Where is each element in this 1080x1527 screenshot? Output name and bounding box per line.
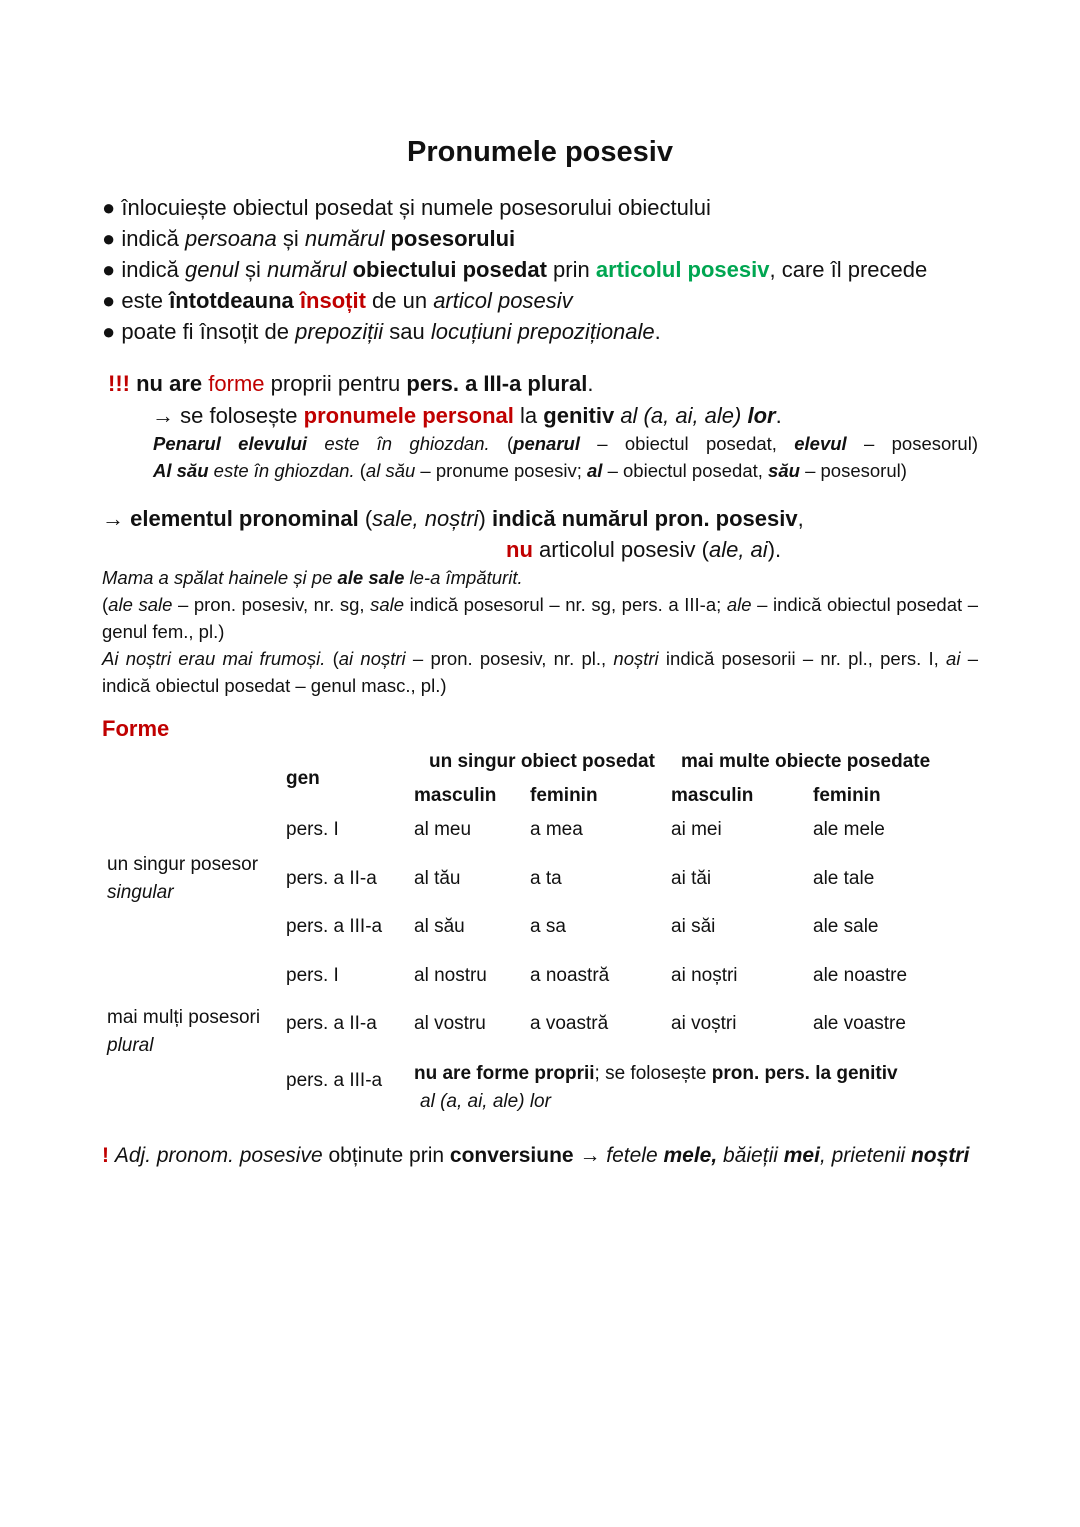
text-run: prepoziții — [295, 319, 384, 344]
text-run: – obiectul posedat, — [579, 433, 795, 454]
text-run: conversiune — [449, 1144, 574, 1167]
text-run: ( — [102, 594, 109, 615]
text-run: elevul — [794, 433, 847, 454]
warning-note — [108, 368, 782, 432]
table-cell: al tău — [414, 868, 461, 889]
text-run: ! — [102, 1144, 109, 1167]
row-person: pers. I — [286, 965, 339, 986]
table-cell: al nostru — [414, 965, 487, 986]
text-run: ● este — [102, 288, 170, 313]
text-run: ) — [478, 506, 492, 531]
text-run: Adj. pronom. posesive — [114, 1144, 323, 1167]
element-rule — [102, 503, 804, 534]
text-run: al său — [365, 460, 416, 481]
bullet-list — [102, 192, 927, 347]
text-run: ale — [726, 594, 752, 615]
text-run: numărul — [304, 226, 385, 251]
forms-heading: Forme — [102, 716, 170, 741]
text-run: nu — [506, 537, 533, 562]
text-run: Ai noștri erau mai frumoși. — [102, 648, 326, 669]
example-line — [153, 457, 978, 484]
table-cell: al vostru — [414, 1013, 486, 1034]
text-run: indică posesorul – nr. sg, pers. a III-a; — [404, 594, 727, 615]
text-run: ale, ai — [708, 537, 768, 562]
group-sublabel: plural — [107, 1035, 154, 1056]
text-run: articolul posesiv — [595, 257, 770, 282]
example-sentence-2 — [102, 645, 978, 699]
text-run: articol posesiv — [433, 288, 573, 313]
text-run: ● înlocuiește obiectul posedat și numele posesorului obiectului — [102, 195, 711, 220]
table-cell: a noastră — [530, 965, 610, 986]
table-cell: ale voastre — [813, 1013, 906, 1034]
text-run: – posesorul) — [799, 460, 907, 481]
text-run: întotdeauna — [169, 288, 294, 313]
text-run: ale sale — [337, 567, 405, 588]
text-run: . — [775, 403, 782, 428]
text-run: !!! — [108, 371, 130, 396]
text-run: penarul — [513, 433, 580, 454]
final-note — [102, 1142, 978, 1170]
text-run: ● indică — [102, 226, 185, 251]
text-run: Penarul elevului — [153, 433, 308, 454]
header-multiple-objects: mai multe obiecte posedate — [681, 751, 931, 772]
note-arrow-line — [108, 400, 782, 432]
table-cell: a sa — [530, 916, 566, 937]
text-run: – obiectul posedat, — [602, 460, 769, 481]
bullet-item — [102, 285, 927, 316]
text-run: pron. pers. la genitiv — [711, 1063, 898, 1084]
text-run: – pronume posesiv; — [415, 460, 588, 481]
text-run: mei — [783, 1144, 820, 1167]
text-run: , — [797, 506, 804, 531]
text-run: prin — [546, 257, 596, 282]
text-run: pers. a III-a plural — [406, 371, 588, 396]
text-run: este în ghiozdan. — [324, 433, 490, 454]
text-run: ; se folosește — [594, 1063, 712, 1084]
text-run: . — [587, 371, 594, 396]
text-run: noștri — [910, 1144, 970, 1167]
table-cell: ale mele — [813, 819, 885, 840]
text-run: → se folosește — [152, 403, 304, 428]
example-sentence — [102, 564, 978, 591]
table-cell: al său — [414, 916, 465, 937]
page-title: Pronumele posesiv — [407, 136, 673, 168]
text-run: – posesorul) — [846, 433, 978, 454]
header-gen: gen — [286, 768, 320, 789]
text-run: ( — [489, 433, 514, 454]
text-run: indică posesorii – nr. pl., pers. I, — [658, 648, 947, 669]
text-run: articolul posesiv ( — [532, 537, 709, 562]
table-cell: ai mei — [671, 819, 722, 840]
text-run — [307, 433, 324, 454]
text-run: sau — [383, 319, 431, 344]
text-run: lor — [747, 403, 776, 428]
text-run: numărul — [266, 257, 347, 282]
table-cell: a ta — [530, 868, 562, 889]
text-run: – indică obiectul posedat – genul fem., pl.) — [102, 594, 979, 642]
text-run: ). — [767, 537, 782, 562]
text-run: forme — [208, 371, 265, 396]
table-cell: al meu — [414, 819, 472, 840]
table-cell: ale noastre — [813, 965, 908, 986]
text-run: ai — [946, 648, 961, 669]
text-run: le-a împăturit. — [404, 567, 523, 588]
bullet-item — [102, 192, 927, 223]
text-run: mele, — [663, 1144, 718, 1167]
text-run: indică numărul pron. posesiv — [492, 506, 798, 531]
text-run: Mama a spălat hainele și pe — [102, 567, 338, 588]
text-run: , care îl precede — [769, 257, 928, 282]
text-run: și — [276, 226, 305, 251]
example-explanation — [102, 591, 978, 645]
text-run: de un — [365, 288, 434, 313]
table-cell: ale tale — [813, 868, 875, 889]
text-run: noștri — [613, 648, 659, 669]
text-run: ( — [358, 506, 373, 531]
group-label: un singur posesor — [107, 854, 259, 875]
row-person: pers. a III-a — [286, 1070, 383, 1091]
table-cell: ai săi — [671, 916, 716, 937]
text-run: însoțit — [299, 288, 366, 313]
row-person: pers. a III-a — [286, 916, 383, 937]
table-cell: ai tăi — [671, 868, 712, 889]
text-run: → — [573, 1144, 607, 1167]
text-run: este în ghiozdan. — [213, 460, 355, 481]
text-run: nu are — [136, 371, 203, 396]
text-run: obținute prin — [322, 1144, 450, 1167]
text-run: nu are forme proprii — [414, 1063, 595, 1084]
text-run: proprii pentru — [264, 371, 407, 396]
header-fem: feminin — [813, 785, 881, 806]
bullet-item — [102, 223, 927, 254]
text-run: pronumele personal — [303, 403, 514, 428]
text-run: genitiv — [543, 403, 615, 428]
text-run: locuțiuni prepoziționale — [430, 319, 655, 344]
text-run: persoana — [185, 226, 277, 251]
text-run: genul — [185, 257, 239, 282]
text-run: Al său — [153, 460, 209, 481]
row-person: pers. I — [286, 819, 339, 840]
text-run: – pron. posesiv, nr. sg, — [172, 594, 371, 615]
header-masc: masculin — [671, 785, 754, 806]
table-note — [414, 1063, 898, 1085]
row-person: pers. a II-a — [286, 1013, 377, 1034]
text-run: la — [513, 403, 544, 428]
text-run: sale — [370, 594, 405, 615]
text-run: obiectului posedat — [352, 257, 547, 282]
text-run: ( — [325, 648, 339, 669]
table-note-forms: al (a, ai, ale) lor — [420, 1091, 551, 1112]
text-run: al (a, ai, ale) — [620, 403, 742, 428]
row-person: pers. a II-a — [286, 868, 377, 889]
element-rule-cont — [506, 534, 781, 565]
text-run: fetele — [606, 1144, 664, 1167]
text-run: ai noștri — [338, 648, 406, 669]
group-sublabel: singular — [107, 882, 174, 903]
text-run: posesorului — [390, 226, 516, 251]
text-run: → elementul pronominal — [102, 506, 359, 531]
text-run: – pron. posesiv, nr. pl., — [405, 648, 614, 669]
text-run: ● indică — [102, 257, 185, 282]
bullet-item — [102, 254, 927, 285]
text-run: al — [587, 460, 603, 481]
example-line — [153, 430, 978, 457]
text-run: ● poate fi însoțit de — [102, 319, 296, 344]
group-label: mai mulți posesori — [107, 1007, 261, 1028]
note-line — [108, 368, 782, 400]
text-run: sale, noștri — [372, 506, 479, 531]
bullet-item — [102, 316, 927, 347]
text-run: băieții — [717, 1144, 784, 1167]
text-run: – indică obiectul posedat – genul masc., pl.) — [102, 648, 978, 696]
table-cell: ai voștri — [671, 1013, 737, 1034]
table-cell: a voastră — [530, 1013, 609, 1034]
text-run: . — [654, 319, 661, 344]
text-run: ( — [354, 460, 366, 481]
text-run: , prietenii — [819, 1144, 911, 1167]
text-run: ale sale — [108, 594, 173, 615]
table-cell: ale sale — [813, 916, 879, 937]
table-cell: a mea — [530, 819, 583, 840]
header-fem: feminin — [530, 785, 598, 806]
header-masc: masculin — [414, 785, 497, 806]
text-run: și — [238, 257, 267, 282]
text-run: său — [768, 460, 800, 481]
table-cell: ai noștri — [671, 965, 738, 986]
header-single-object: un singur obiect posedat — [429, 751, 655, 772]
